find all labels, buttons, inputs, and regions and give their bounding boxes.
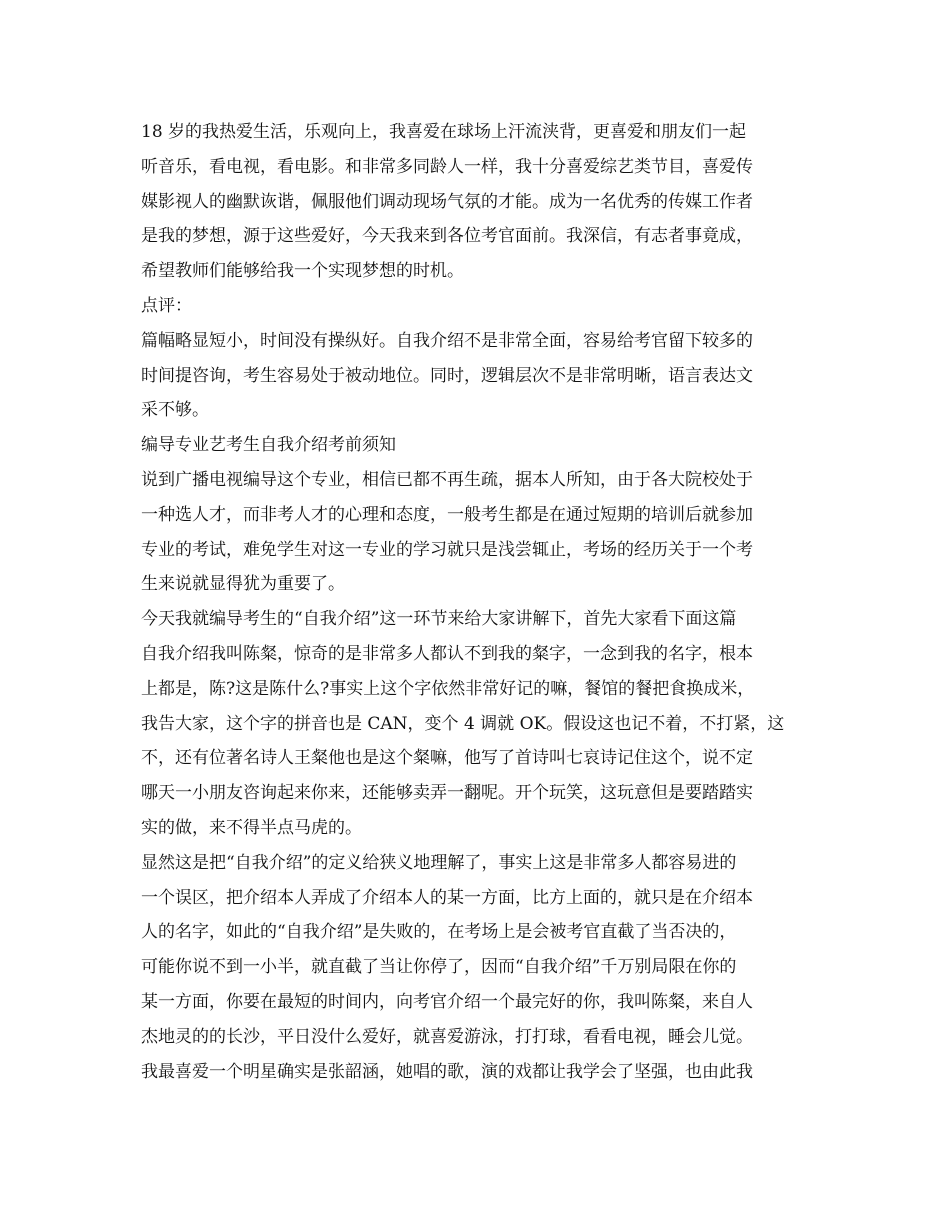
text-line: 不，还有位著名诗人王粲他也是这个粲嘛，他写了首诗叫七哀诗记住这个，说不定 [141, 748, 753, 769]
text-line: 专业的考试，难免学生对这一专业的学习就只是浅尝辄止，考场的经历关于一个考 [141, 539, 753, 560]
text-line: 我告大家，这个字的拼音也是 CAN，变个 4 调就 OK。假设这也记不着，不打紧，这 [141, 713, 785, 734]
text-line: 今天我就编导考生的“自我介绍”这一环节来给大家讲解下，首先大家看下面这篇 [141, 609, 737, 630]
text-line: 人的名字，如此的“自我介绍”是失败的，在考场上是会被考官直截了当否决的， [141, 922, 737, 943]
text-line: 某一方面，你要在最短的时间内，向考官介绍一个最完好的你，我叫陈粲，来自人 [141, 991, 753, 1012]
text-line: 上都是，陈?这是陈什么?事实上这个字依然非常好记的嘛，餐馆的餐把食换成米， [141, 678, 755, 699]
text-line: 媒影视人的幽默诙谐，佩服他们调动现场气氛的才能。成为一名优秀的传媒工作者 [141, 191, 753, 212]
text-line: 实的做，来不得半点马虎的。 [141, 817, 362, 838]
text-line: 自我介绍我叫陈粲，惊奇的是非常多人都认不到我的粲字，一念到我的名字，根本 [141, 643, 753, 664]
text-line: 希望教师们能够给我一个实现梦想的时机。 [141, 261, 464, 282]
text-line: 采不够。 [141, 400, 209, 421]
text-line: 一个误区，把介绍本人弄成了介绍本人的某一方面，比方上面的，就只是在介绍本 [141, 887, 753, 908]
text-line: 听音乐，看电视，看电影。和非常多同龄人一样，我十分喜爱综艺类节目，喜爱传 [141, 156, 753, 177]
text-line: 我最喜爱一个明星确实是张韶涵，她唱的歌，演的戏都让我学会了坚强，也由此我 [141, 1061, 753, 1082]
text-line: 一种选人才，而非考人才的心理和态度，一般考生都是在通过短期的培训后就参加 [141, 504, 753, 525]
text-line: 杰地灵的的长沙，平日没什么爱好，就喜爱游泳，打打球，看看电视，睡会儿觉。 [141, 1026, 753, 1047]
body-text [141, 115, 811, 1089]
section-label-review: 点评： [141, 295, 192, 316]
section-heading: 编导专业艺考生自我介绍考前须知 [141, 435, 396, 456]
text-line: 说到广播电视编导这个专业，相信已都不再生疏，据本人所知，由于各大院校处于 [141, 469, 753, 490]
text-line: 生来说就显得犹为重要了。 [141, 574, 345, 595]
text-line: 18 岁的我热爱生活，乐观向上，我喜爱在球场上汗流浃背，更喜爱和朋友们一起 [141, 122, 747, 142]
text-line: 显然这是把“自我介绍”的定义给狭义地理解了，事实上这是非常多人都容易进的 [141, 852, 737, 873]
text-line: 时间提咨询，考生容易处于被动地位。同时，逻辑层次不是非常明晰，语言表达文 [141, 365, 753, 386]
text-line: 哪天一小朋友咨询起来你来，还能够卖弄一翻呢。开个玩笑，这玩意但是要踏踏实 [141, 783, 753, 804]
text-line: 篇幅略显短小，时间没有操纵好。自我介绍不是非常全面，容易给考官留下较多的 [141, 330, 753, 351]
text-line: 是我的梦想，源于这些爱好，今天我来到各位考官面前。我深信，有志者事竟成， [141, 226, 753, 247]
text-line: 可能你说不到一小半，就直截了当让你停了，因而“自我介绍”千万别局限在你的 [141, 957, 737, 978]
